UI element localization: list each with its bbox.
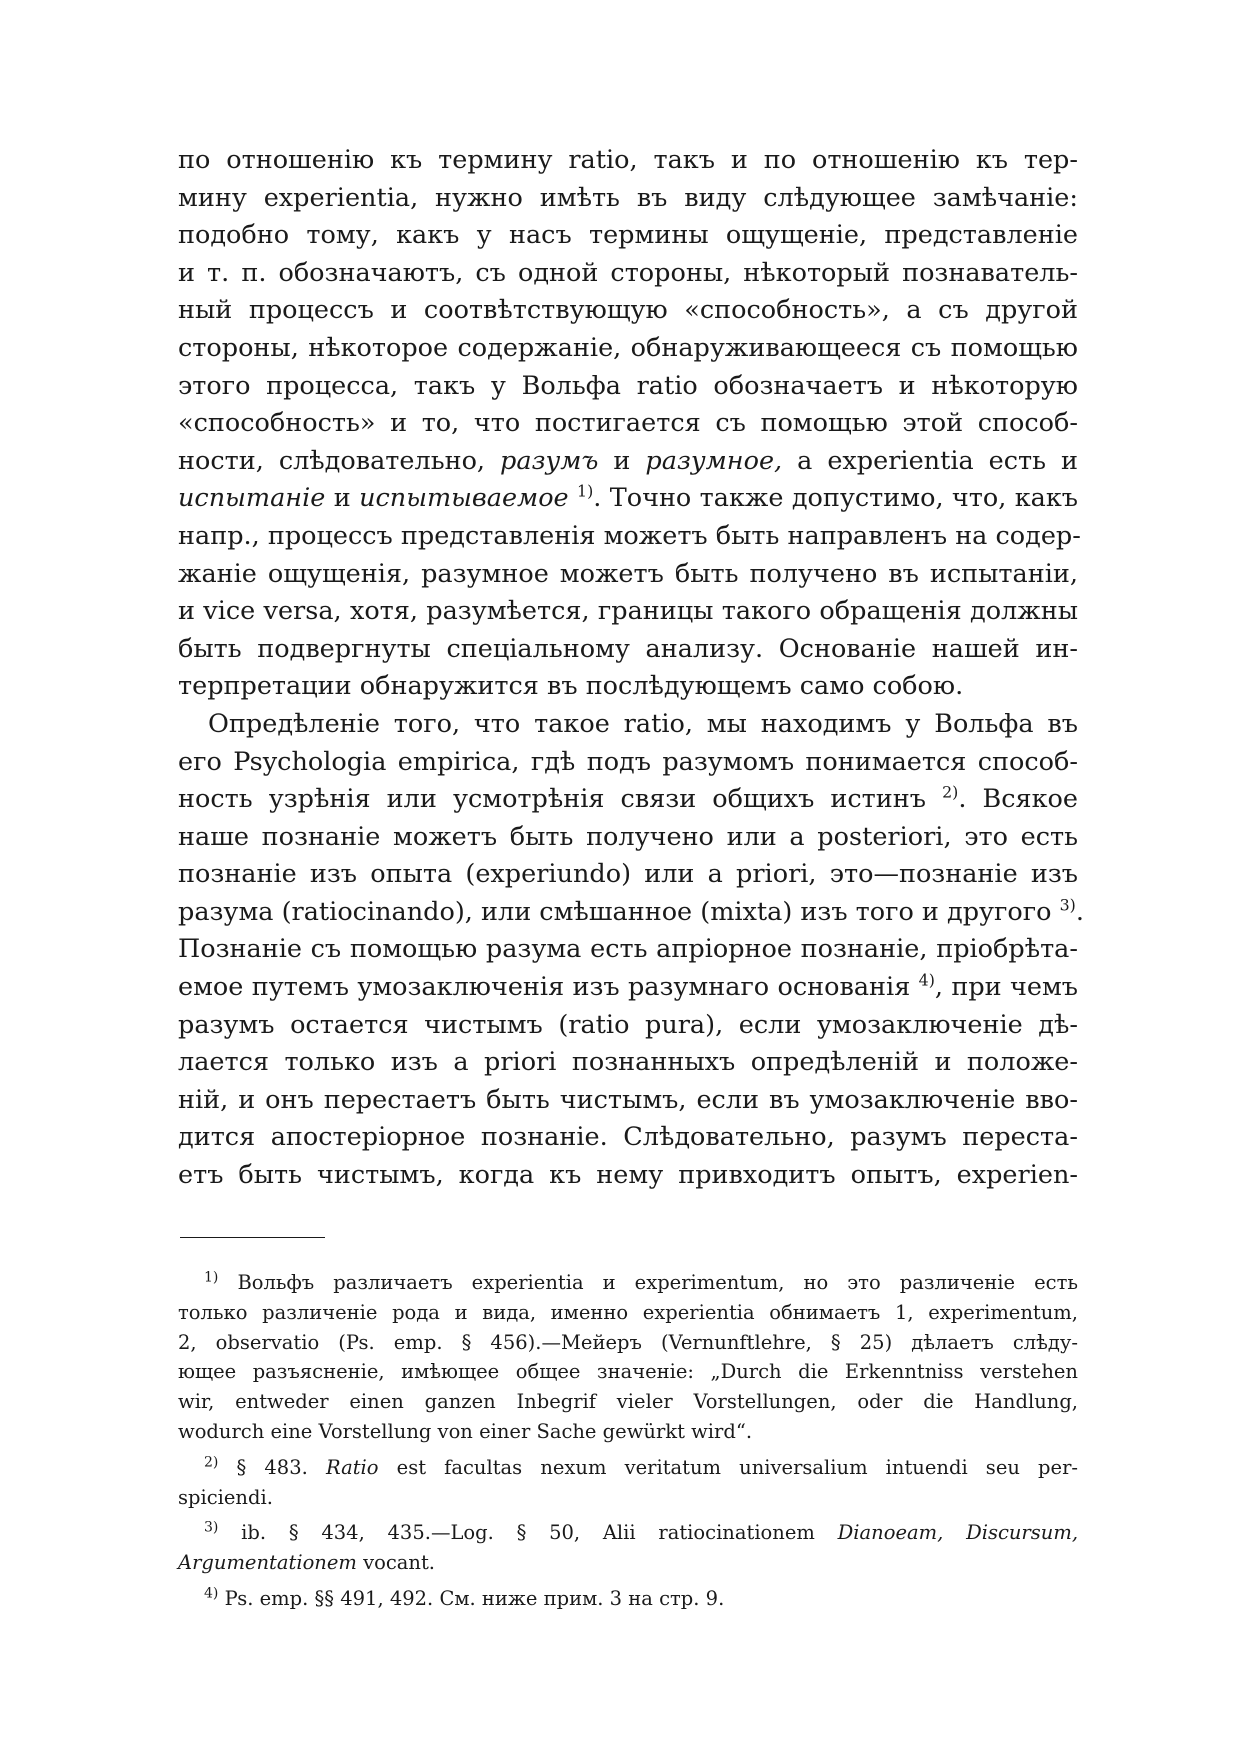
italic-term: разумъ: [500, 445, 599, 476]
text-line: мину experientia, нужно имѣть въ виду слѣдующее замѣчаніе:: [178, 182, 1078, 213]
text-run: , при чемъ: [934, 972, 1079, 1003]
text-line: етъ быть чистымъ, когда къ нему привходитъ опытъ, experien-: [178, 1160, 1078, 1191]
text-line: быть подвергнуты спеціальному анализу. Основаніе нашей ин-: [178, 633, 1078, 664]
footnote-mark: 1): [204, 1269, 219, 1286]
text-run: и: [333, 483, 351, 514]
text-run: емое путемъ умозаключенія изъ разумнаго основанія: [178, 972, 911, 1003]
text-line: ный процессъ и соотвѣтствующую «способность», а съ другой: [178, 295, 1078, 326]
text-line: wodurch eine Vorstellung von einer Sache gewürkt wird“.: [178, 1419, 753, 1443]
text-line: [178, 781, 1078, 819]
text-line: дится апостеріорное познаніе. Слѣдовательно, разумъ переста-: [178, 1122, 1078, 1153]
text-line: ющее разъясненіе, имѣющее общее значеніе: „Durch die Erkenntniss verstehen: [178, 1360, 1078, 1384]
footnotes: [178, 1268, 1078, 1620]
text-run: . Всякое: [958, 784, 1079, 815]
text-run: и: [613, 445, 631, 476]
italic-term: Discursum,: [966, 1521, 1079, 1545]
text-run: § 483.: [236, 1455, 308, 1479]
text-line: [178, 1548, 1078, 1578]
text-line: стороны, нѣкоторое содержаніе, обнаруживающееся съ помощью: [178, 332, 1078, 363]
text-line: этого процесса, такъ у Вольфа ratio обозначаетъ и нѣкоторую: [178, 370, 1078, 401]
footnote: [178, 1518, 1078, 1578]
main-text: [178, 142, 1084, 1195]
text-run: .: [1075, 896, 1084, 927]
text-run: . Точно также допустимо, что, какъ: [593, 483, 1079, 514]
text-line: [178, 443, 1078, 481]
text-line: «способность» и то, что постигается съ помощью этой способ-: [178, 408, 1078, 439]
text-run: est facultas nexum veritatum universalium intuendi seu per-: [396, 1455, 1078, 1479]
text-line: и т. п. обозначаютъ, съ одной стороны, нѣкоторый познаватель-: [178, 257, 1078, 288]
text-run: Ps. emp. §§ 491, 492. См. ниже прим. 3 на стр. 9.: [224, 1586, 725, 1610]
text-line: наше познаніе можетъ быть получено или a posteriori, это есть: [178, 821, 1078, 852]
text-line: [178, 1584, 1078, 1614]
text-run: разума (ratiocinando), или смѣшанное (mixta) изъ того и другого: [178, 896, 1052, 927]
text-line: Опредѣленіе того, что такое ratio, мы находимъ у Вольфа въ: [208, 708, 1078, 739]
italic-term: испытываемое: [359, 483, 569, 514]
text-line: [178, 480, 1078, 518]
italic-term: Ratio: [325, 1455, 379, 1479]
text-run: а experientia есть и: [797, 445, 1079, 476]
text-line: лается только изъ a priori познанныхъ опредѣленій и положе-: [178, 1047, 1078, 1078]
text-line: напр., процессъ представленія можетъ быть направленъ на содер-: [178, 520, 1081, 551]
footnote-divider: [180, 1237, 325, 1238]
text-line: его Psychologia empirica, гдѣ подъ разумомъ понимается способ-: [178, 746, 1078, 777]
text-run: Вольфъ различаетъ experientia и experimentum, но это различеніе есть: [237, 1271, 1078, 1294]
text-line: [178, 894, 1084, 932]
footnote-ref: 1): [577, 481, 594, 501]
text-line: Познаніе съ помощью разума есть апріорное познаніе, пріобрѣта-: [178, 934, 1078, 965]
footnote-ref: 4): [918, 970, 935, 990]
footnote-mark: 2): [204, 1454, 219, 1471]
text-run: ности, слѣдовательно,: [178, 445, 486, 476]
text-line: 2, observatio (Ps. emp. § 456).—Мейеръ (Vernunftlehre, § 25) дѣлаетъ слѣду-: [178, 1330, 1078, 1354]
paragraph: [178, 706, 1084, 1195]
italic-term: Dianoeam,: [837, 1521, 944, 1545]
footnote-ref: 3): [1059, 895, 1076, 915]
text-line: познаніе изъ опыта (experiundo) или a priori, это—познаніе изъ: [178, 859, 1078, 890]
text-line: spiciendi.: [178, 1485, 273, 1509]
footnote: [178, 1584, 1078, 1614]
footnote: [178, 1453, 1078, 1513]
text-line: разумъ остается чистымъ (ratio pura), если умозаключеніе дѣ-: [178, 1009, 1078, 1040]
text-line: [178, 1453, 1078, 1483]
text-line: [178, 1518, 1078, 1548]
text-line: по отношенію къ термину ratio, такъ и по отношенію къ тер-: [178, 145, 1078, 175]
paragraph: [178, 142, 1081, 706]
italic-term: Argumentationem: [178, 1551, 357, 1575]
text-line: wir, entweder einen ganzen Inbegrif vieler Vorstellungen, oder die Handlung,: [178, 1390, 1078, 1414]
text-line: [178, 1268, 1078, 1298]
text-line: [178, 969, 1078, 1007]
text-line: только различеніе рода и вида, именно experientia обнимаетъ 1, experimentum,: [178, 1300, 1078, 1324]
text-line: жаніе ощущенія, разумное можетъ быть получено въ испытаніи,: [178, 558, 1078, 589]
text-line: подобно тому, какъ у насъ термины ощущеніе, представленіе: [178, 220, 1078, 251]
footnote-ref: 2): [942, 782, 959, 802]
italic-term: испытаніе: [178, 483, 326, 514]
text-run: ib. § 434, 435.—Log. § 50, Alii ratiocinationem: [241, 1521, 815, 1545]
text-line: терпретации обнаружится въ послѣдующемъ само собою.: [178, 671, 964, 702]
text-line: ній, и онъ перестаетъ быть чистымъ, если въ умозаключеніе вво-: [178, 1084, 1078, 1115]
text-line: и vice versa, хотя, разумѣется, границы такого обращенія должны: [178, 596, 1078, 627]
italic-term: разумное,: [645, 445, 783, 476]
footnote: [178, 1268, 1078, 1447]
footnote-mark: 3): [204, 1519, 219, 1536]
footnote-mark: 4): [204, 1585, 219, 1602]
text-run: ность узрѣнія или усмотрѣнія связи общихъ истинъ: [178, 784, 926, 815]
text-run: vocant.: [363, 1551, 436, 1575]
